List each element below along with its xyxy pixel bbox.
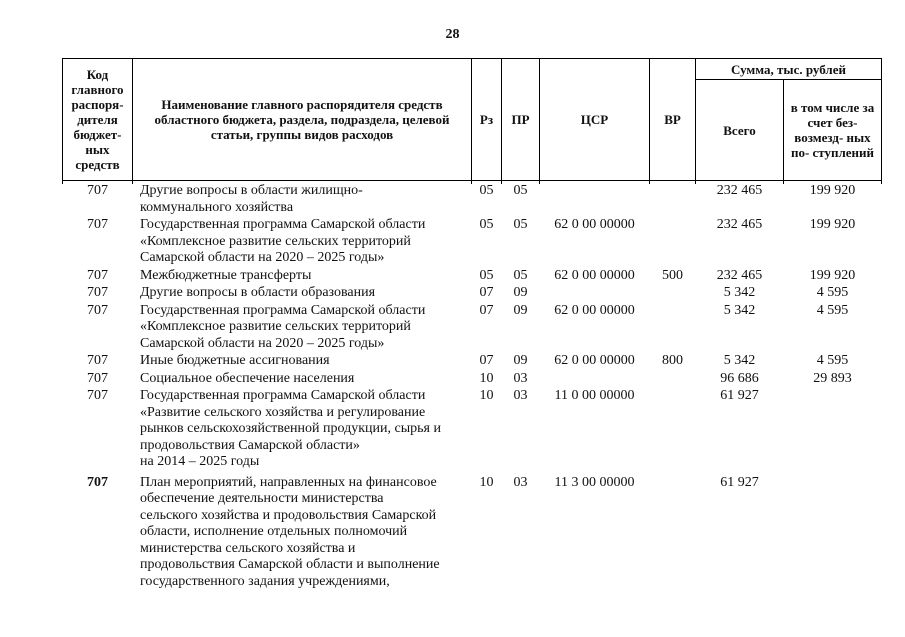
cell-pr: 05 [513, 217, 528, 232]
cell-name-line: обеспечение деятельности министерства [140, 491, 384, 506]
cell-pr: 03 [513, 370, 528, 386]
header-incl: в том числе за счет без- возмезд- ных по- ступлений [783, 79, 882, 181]
cell-vr: 500 [662, 267, 683, 283]
cell-rz: 07 [479, 353, 494, 368]
cell-csr: 62 0 00 00000 [554, 217, 635, 232]
cell-name-line: области, исполнение отдельных полномочий [140, 524, 408, 539]
cell-name-line: Межбюджетные трансферты [140, 267, 312, 283]
cell-rz: 05 [479, 217, 494, 232]
cell-csr: 62 0 00 00000 [554, 267, 635, 283]
cell-csr: 11 0 00 00000 [554, 388, 635, 403]
cell-pr: 09 [513, 353, 528, 368]
cell-code: 707 [87, 474, 108, 490]
cell-rz: 07 [479, 302, 494, 318]
cell-pr: 03 [513, 388, 528, 403]
cell-name-line: сельского хозяйства и продовольствия Самарской [140, 507, 437, 523]
cell-rz: 10 [479, 388, 494, 403]
cell-code: 707 [87, 370, 108, 386]
cell-name-line: на 2014 – 2025 годы [140, 454, 260, 469]
cell-pr: 05 [513, 183, 528, 198]
cell-incl: 4 595 [816, 302, 849, 318]
cell-incl: 29 893 [813, 370, 852, 386]
cell-name-line: «Развитие сельского хозяйства и регулирование [140, 404, 426, 420]
cell-name-line: «Комплексное развитие сельских территорий [140, 319, 411, 334]
header-total: Всего [695, 79, 784, 181]
header-vr: ВР [649, 58, 696, 181]
header-name: Наименование главного распорядителя средств областного бюджета, раздела, подраздела, целевой статьи, группы видов расходов [132, 58, 472, 181]
cell-total: 96 686 [720, 370, 759, 386]
cell-name-line: коммунального хозяйства [140, 199, 294, 215]
cell-rz: 10 [479, 474, 494, 490]
cell-pr: 09 [513, 302, 528, 318]
cell-total: 232 465 [716, 183, 763, 198]
cell-name-line: Иные бюджетные ассигнования [140, 353, 330, 368]
cell-total: 232 465 [716, 267, 763, 283]
cell-name-line: Государственная программа Самарской области [140, 388, 426, 403]
header-csr: ЦСР [539, 58, 650, 181]
cell-total: 5 342 [723, 302, 756, 318]
cell-vr: 800 [662, 353, 683, 368]
cell-pr: 09 [513, 285, 528, 300]
cell-incl: 4 595 [816, 285, 849, 300]
cell-code: 707 [87, 302, 108, 318]
cell-code: 707 [87, 217, 108, 232]
header-pr: ПР [501, 58, 540, 181]
header-amount: Сумма, тыс. рублей [695, 58, 882, 80]
cell-pr: 05 [513, 267, 528, 283]
cell-name-line: продовольствия Самарской области» [140, 437, 360, 453]
cell-total: 5 342 [723, 285, 756, 300]
cell-name-line: Государственная программа Самарской области [140, 217, 426, 232]
cell-name-line: Самарской области на 2020 – 2025 годы» [140, 250, 385, 265]
cell-name-line: Другие вопросы в области жилищно- [140, 183, 363, 198]
cell-total: 61 927 [720, 388, 759, 403]
cell-name-line: министерства сельского хозяйства и [140, 540, 356, 556]
cell-total: 5 342 [723, 353, 756, 368]
header-rz: Рз [471, 58, 502, 181]
cell-code: 707 [87, 285, 108, 300]
cell-total: 61 927 [720, 474, 759, 490]
cell-total: 232 465 [716, 217, 763, 232]
cell-name-line: «Комплексное развитие сельских территорий [140, 233, 411, 249]
cell-csr: 11 3 00 00000 [554, 474, 635, 490]
page-number: 28 [445, 27, 460, 42]
cell-pr: 03 [513, 474, 528, 490]
cell-code: 707 [87, 267, 108, 283]
cell-name-line: государственного задания учреждениями, [140, 573, 390, 589]
cell-rz: 05 [479, 267, 494, 283]
cell-name-line: рынков сельскохозяйственной продукции, сырья и [140, 421, 441, 436]
cell-incl: 199 920 [809, 217, 856, 232]
cell-code: 707 [87, 353, 108, 368]
cell-rz: 10 [479, 370, 494, 386]
header-code: Код главного распоря- дителя бюджет- ных средств [62, 58, 133, 181]
cell-code: 707 [87, 388, 108, 403]
cell-incl: 199 920 [809, 183, 856, 198]
cell-name-line: План мероприятий, направленных на финансовое [140, 474, 437, 490]
cell-incl: 4 595 [816, 353, 849, 368]
cell-incl: 199 920 [809, 267, 856, 283]
cell-name-line: Самарской области на 2020 – 2025 годы» [140, 335, 385, 351]
cell-code: 707 [87, 183, 108, 198]
cell-name-line: Другие вопросы в области образования [140, 285, 376, 300]
cell-csr: 62 0 00 00000 [554, 353, 635, 368]
cell-name-line: Государственная программа Самарской области [140, 302, 426, 318]
cell-name-line: продовольствия Самарской области и выполнение [140, 557, 440, 572]
cell-rz: 05 [479, 183, 494, 198]
cell-name-line: Социальное обеспечение населения [140, 370, 355, 386]
cell-rz: 07 [479, 285, 494, 300]
cell-csr: 62 0 00 00000 [554, 302, 635, 318]
